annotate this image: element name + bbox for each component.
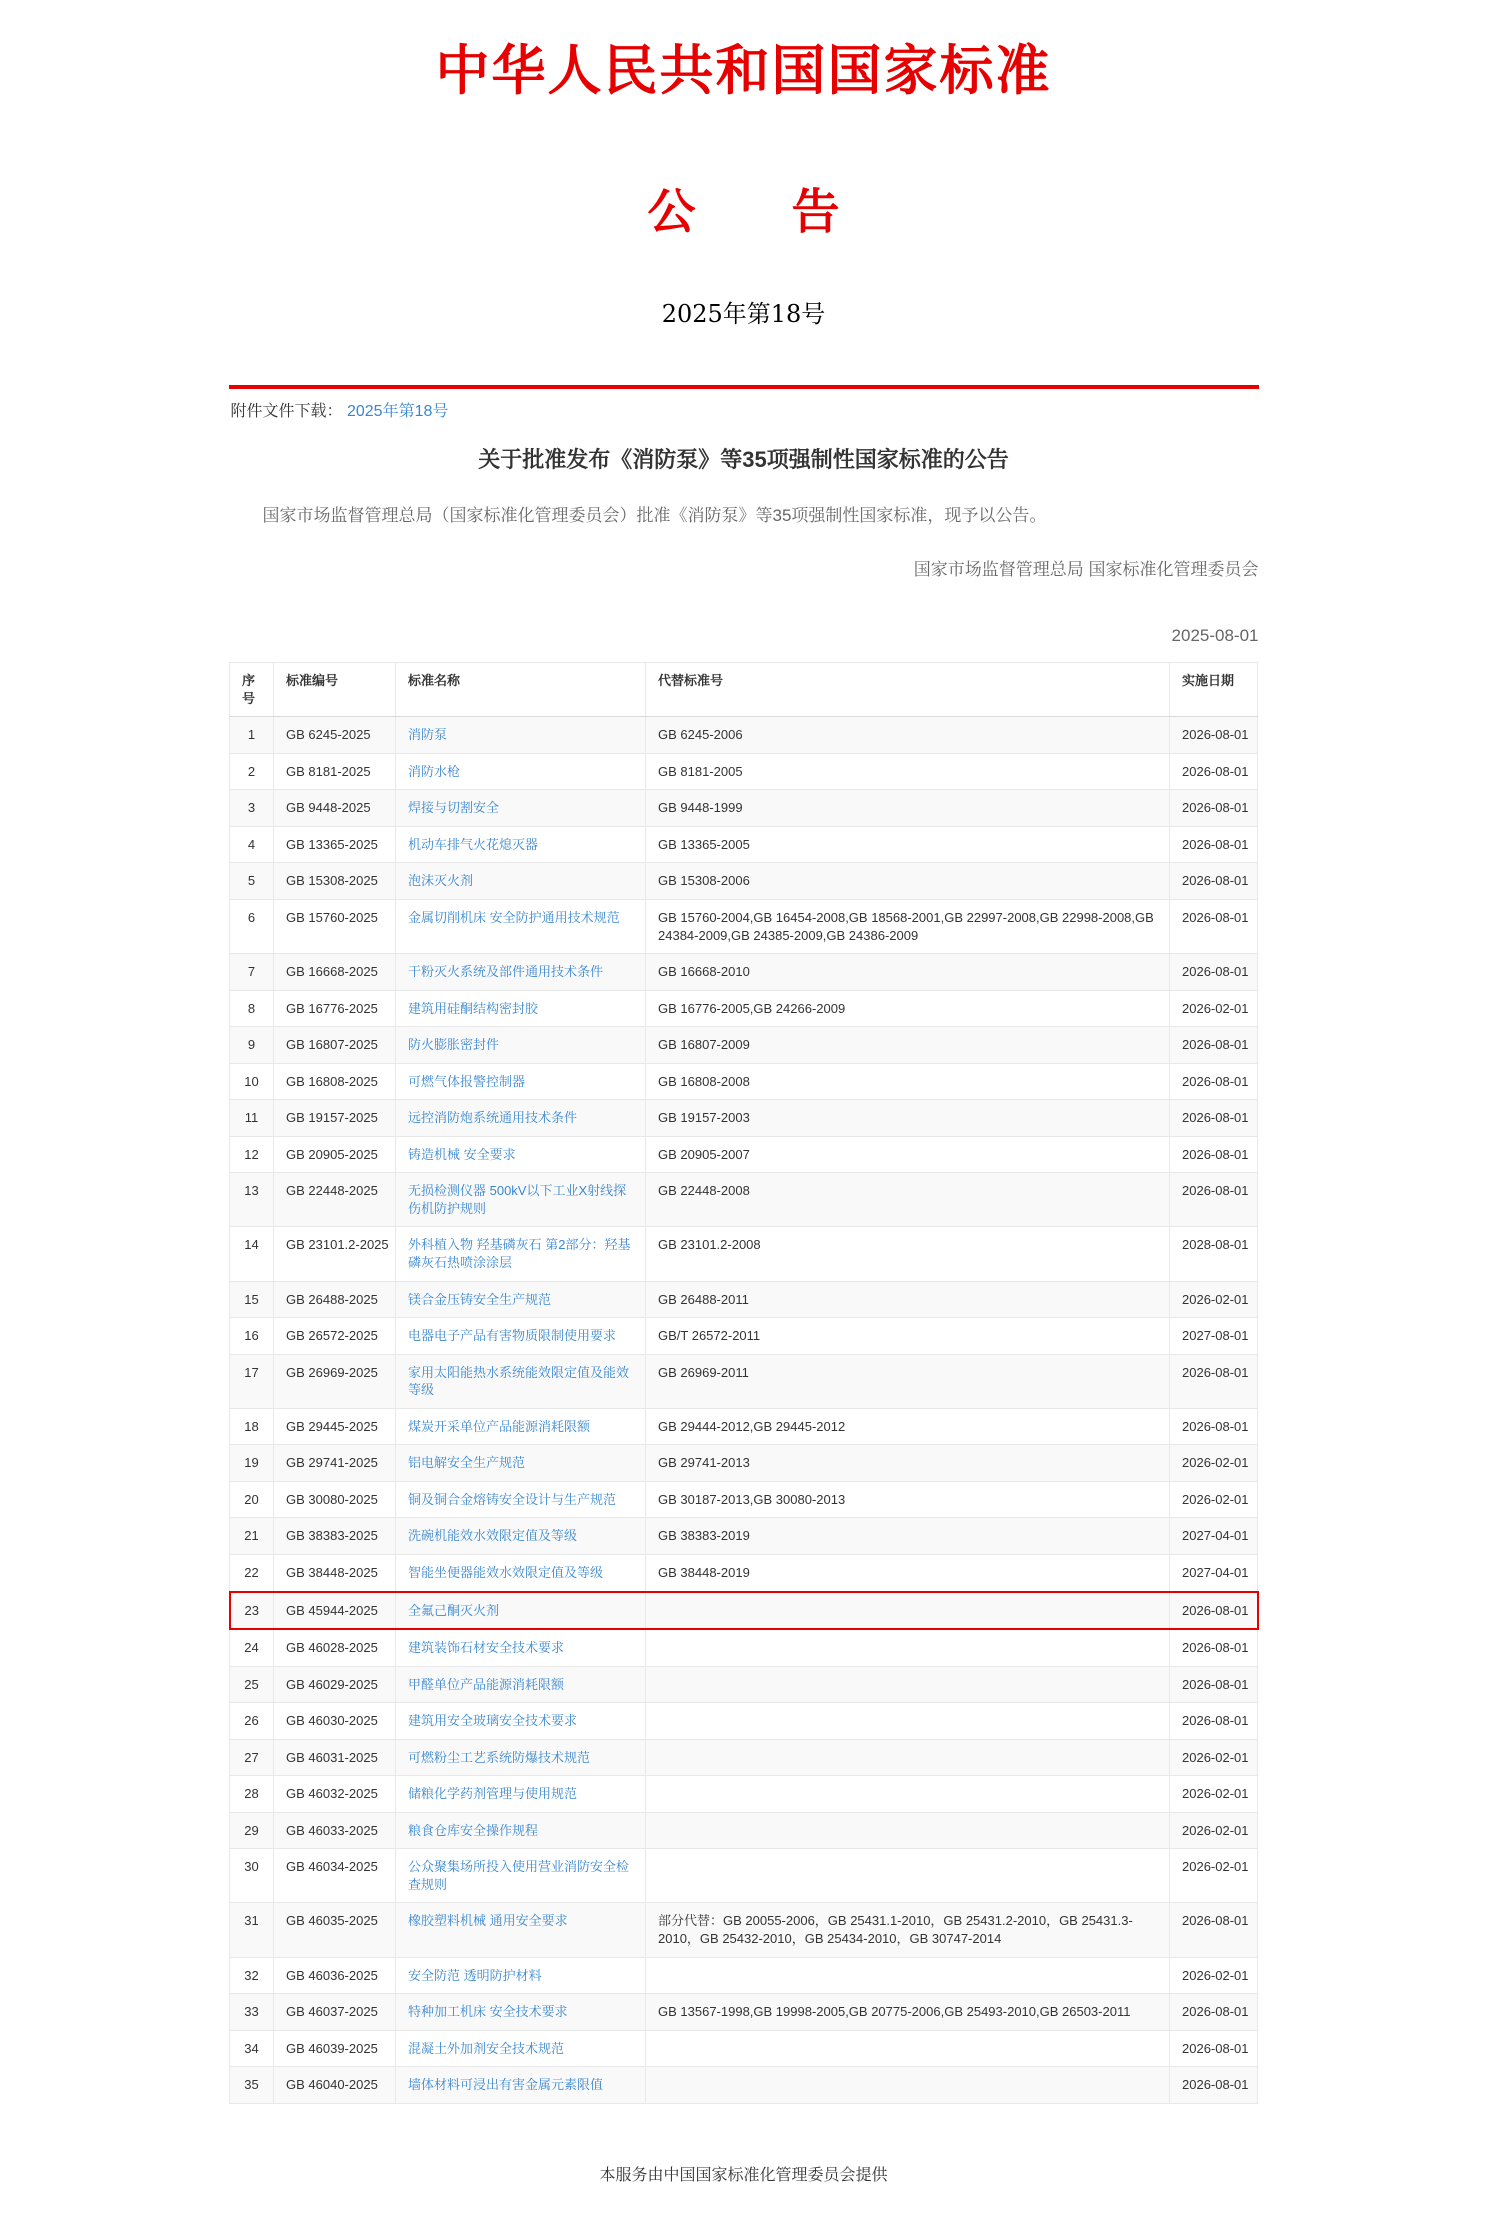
standard-name-link[interactable]: 金属切削机床 安全防护通用技术规范 xyxy=(408,910,620,926)
standard-name-link[interactable]: 安全防范 透明防护材料 xyxy=(408,1967,542,1983)
row-index-cell: 34 xyxy=(230,2030,274,2067)
standard-name-link[interactable]: 洗碗机能效水效限定值及等级 xyxy=(408,1528,578,1544)
row-index-cell: 22 xyxy=(230,1554,274,1591)
row-index-cell: 1 xyxy=(230,717,274,754)
row-index-cell: 23 xyxy=(230,1592,274,1630)
standard-name-cell xyxy=(396,826,646,863)
implementation-date-cell: 2026-08-01 xyxy=(1170,1408,1258,1445)
replaced-standards-cell xyxy=(646,1703,1170,1740)
replaced-standards-cell xyxy=(646,2067,1170,2104)
table-row xyxy=(230,2067,1258,2104)
column-header-date: 实施日期 xyxy=(1170,663,1258,717)
page-title: 中华人民共和国国家标准 xyxy=(435,38,1052,102)
replaced-standards-cell: GB 29444-2012,GB 29445-2012 xyxy=(646,1408,1170,1445)
implementation-date-cell: 2026-08-01 xyxy=(1170,863,1258,900)
table-row xyxy=(230,1592,1258,1630)
row-index-cell: 9 xyxy=(230,1027,274,1064)
standard-name-link[interactable]: 储粮化学药剂管理与使用规范 xyxy=(408,1786,578,1802)
standard-name-link[interactable]: 可燃气体报警控制器 xyxy=(408,1073,526,1089)
replaced-standards-cell: GB 20905-2007 xyxy=(646,1136,1170,1173)
implementation-date-cell: 2026-08-01 xyxy=(1170,1629,1258,1666)
standard-code-cell: GB 46033-2025 xyxy=(274,1812,396,1849)
table-row xyxy=(230,753,1258,790)
standard-name-cell xyxy=(396,1666,646,1703)
standard-name-cell xyxy=(396,1554,646,1591)
row-index-cell: 11 xyxy=(230,1100,274,1137)
row-index-cell: 8 xyxy=(230,990,274,1027)
standard-code-cell: GB 22448-2025 xyxy=(274,1173,396,1227)
row-index-cell: 16 xyxy=(230,1318,274,1355)
standard-name-link[interactable]: 远控消防炮系统通用技术条件 xyxy=(408,1110,578,1126)
implementation-date-cell: 2026-08-01 xyxy=(1170,1027,1258,1064)
standard-code-cell: GB 46034-2025 xyxy=(274,1849,396,1903)
standard-code-cell: GB 26488-2025 xyxy=(274,1281,396,1318)
replaced-standards-cell: GB 9448-1999 xyxy=(646,790,1170,827)
replaced-standards-cell: GB 23101.2-2008 xyxy=(646,1227,1170,1281)
replaced-standards-cell: GB 15308-2006 xyxy=(646,863,1170,900)
standard-name-link[interactable]: 无损检测仪器 500kV以下工业X射线探伤机防护规则 xyxy=(408,1183,627,1216)
standard-name-link[interactable]: 铝电解安全生产规范 xyxy=(408,1455,526,1471)
replaced-standards-cell xyxy=(646,2030,1170,2067)
replaced-standards-cell: GB 13567-1998,GB 19998-2005,GB 20775-2006,GB 25493-2010,GB 26503-2011 xyxy=(646,1994,1170,2031)
standard-code-cell: GB 46035-2025 xyxy=(274,1903,396,1957)
row-index-cell: 6 xyxy=(230,900,274,954)
notice-date: 2025-08-01 xyxy=(1171,626,1259,646)
row-index-cell: 3 xyxy=(230,790,274,827)
implementation-date-cell: 2026-02-01 xyxy=(1170,990,1258,1027)
replaced-standards-cell: GB 13365-2005 xyxy=(646,826,1170,863)
standard-name-cell xyxy=(396,1408,646,1445)
replaced-standards-cell: 部分代替：GB 20055-2006，GB 25431.1-2010，GB 25431.2-2010，GB 25431.3-2010，GB 25432-2010，GB 25434-2010，GB 30747-2014 xyxy=(646,1903,1170,1957)
standard-name-cell xyxy=(396,1629,646,1666)
implementation-date-cell: 2026-02-01 xyxy=(1170,1445,1258,1482)
standard-name-cell xyxy=(396,1318,646,1355)
row-index-cell: 29 xyxy=(230,1812,274,1849)
row-index-cell: 13 xyxy=(230,1173,274,1227)
replaced-standards-cell: GB 8181-2005 xyxy=(646,753,1170,790)
implementation-date-cell: 2027-08-01 xyxy=(1170,1318,1258,1355)
standard-name-cell xyxy=(396,1227,646,1281)
standard-name-link[interactable]: 建筑用硅酮结构密封胶 xyxy=(408,1000,539,1016)
row-index-cell: 20 xyxy=(230,1481,274,1518)
standard-name-cell xyxy=(396,1173,646,1227)
attachment-label: 附件文件下载： xyxy=(230,403,343,420)
replaced-standards-cell: GB 38383-2019 xyxy=(646,1518,1170,1555)
standard-name-link[interactable]: 煤炭开采单位产品能源消耗限额 xyxy=(408,1418,591,1434)
replaced-standards-cell: GB 29741-2013 xyxy=(646,1445,1170,1482)
standard-name-cell xyxy=(396,1136,646,1173)
replaced-standards-cell: GB/T 26572-2011 xyxy=(646,1318,1170,1355)
implementation-date-cell: 2026-08-01 xyxy=(1170,753,1258,790)
standard-code-cell: GB 38448-2025 xyxy=(274,1554,396,1591)
standard-code-cell: GB 15308-2025 xyxy=(274,863,396,900)
standard-code-cell: GB 26969-2025 xyxy=(274,1354,396,1408)
standard-name-link[interactable]: 橡胶塑料机械 通用安全要求 xyxy=(408,1913,568,1929)
standard-name-cell xyxy=(396,1518,646,1555)
table-row xyxy=(230,900,1258,954)
implementation-date-cell: 2026-08-01 xyxy=(1170,1063,1258,1100)
implementation-date-cell: 2026-02-01 xyxy=(1170,1812,1258,1849)
notice-heading: 关于批准发布《消防泵》等35项强制性国家标准的公告 xyxy=(478,447,1009,472)
standards-table-body xyxy=(230,717,1258,2103)
standard-name-link[interactable]: 特种加工机床 安全技术要求 xyxy=(408,2004,568,2020)
standard-name-cell xyxy=(396,1812,646,1849)
standard-code-cell: GB 6245-2025 xyxy=(274,717,396,754)
standard-code-cell: GB 46028-2025 xyxy=(274,1629,396,1666)
standard-code-cell: GB 45944-2025 xyxy=(274,1592,396,1630)
table-header-row xyxy=(230,663,1258,717)
standard-name-cell xyxy=(396,753,646,790)
implementation-date-cell: 2026-08-01 xyxy=(1170,1903,1258,1957)
standard-name-cell xyxy=(396,717,646,754)
replaced-standards-cell: GB 38448-2019 xyxy=(646,1554,1170,1591)
standard-name-cell xyxy=(396,1994,646,2031)
standard-name-link[interactable]: 焊接与切割安全 xyxy=(408,800,500,816)
table-row xyxy=(230,1957,1258,1994)
row-index-cell: 26 xyxy=(230,1703,274,1740)
column-header-replaces: 代替标准号 xyxy=(646,663,1170,717)
table-row xyxy=(230,717,1258,754)
standard-name-link[interactable]: 防火膨胀密封件 xyxy=(408,1037,500,1053)
standard-name-cell xyxy=(396,1445,646,1482)
table-row xyxy=(230,1408,1258,1445)
standard-name-cell xyxy=(396,1957,646,1994)
standard-code-cell: GB 16776-2025 xyxy=(274,990,396,1027)
column-header-code: 标准编号 xyxy=(274,663,396,717)
table-row xyxy=(230,1903,1258,1957)
table-row xyxy=(230,1281,1258,1318)
standard-name-link[interactable]: 电器电子产品有害物质限制使用要求 xyxy=(408,1328,617,1344)
row-index-cell: 25 xyxy=(230,1666,274,1703)
table-row xyxy=(230,1063,1258,1100)
table-row xyxy=(230,826,1258,863)
replaced-standards-cell xyxy=(646,1592,1170,1630)
row-index-cell: 19 xyxy=(230,1445,274,1482)
replaced-standards-cell xyxy=(646,1812,1170,1849)
row-index-cell: 2 xyxy=(230,753,274,790)
replaced-standards-cell: GB 16668-2010 xyxy=(646,954,1170,991)
implementation-date-cell: 2026-02-01 xyxy=(1170,1776,1258,1813)
implementation-date-cell: 2026-02-01 xyxy=(1170,1481,1258,1518)
table-row xyxy=(230,1812,1258,1849)
replaced-standards-cell: GB 26488-2011 xyxy=(646,1281,1170,1318)
table-row xyxy=(230,2030,1258,2067)
table-row xyxy=(230,1445,1258,1482)
replaced-standards-cell: GB 16808-2008 xyxy=(646,1063,1170,1100)
standard-code-cell: GB 46029-2025 xyxy=(274,1666,396,1703)
standard-name-link[interactable]: 混凝土外加剂安全技术规范 xyxy=(408,2040,565,2056)
replaced-standards-cell: GB 16807-2009 xyxy=(646,1027,1170,1064)
standard-code-cell: GB 15760-2025 xyxy=(274,900,396,954)
standard-code-cell: GB 29741-2025 xyxy=(274,1445,396,1482)
row-index-cell: 17 xyxy=(230,1354,274,1408)
standard-code-cell: GB 23101.2-2025 xyxy=(274,1227,396,1281)
standard-name-cell xyxy=(396,1739,646,1776)
standard-code-cell: GB 13365-2025 xyxy=(274,826,396,863)
replaced-standards-cell: GB 22448-2008 xyxy=(646,1173,1170,1227)
table-row xyxy=(230,1776,1258,1813)
standard-name-link[interactable]: 建筑用安全玻璃安全技术要求 xyxy=(408,1713,578,1729)
standard-code-cell: GB 16807-2025 xyxy=(274,1027,396,1064)
standard-name-cell xyxy=(396,1281,646,1318)
row-index-cell: 14 xyxy=(230,1227,274,1281)
row-index-cell: 4 xyxy=(230,826,274,863)
replaced-standards-cell xyxy=(646,1776,1170,1813)
replaced-standards-cell: GB 15760-2004,GB 16454-2008,GB 18568-2001,GB 22997-2008,GB 22998-2008,GB 24384-2009,GB 24385-2009,GB 24386-2009 xyxy=(646,900,1170,954)
implementation-date-cell: 2026-02-01 xyxy=(1170,1957,1258,1994)
implementation-date-cell: 2026-08-01 xyxy=(1170,1173,1258,1227)
standard-name-link[interactable]: 家用太阳能热水系统能效限定值及能效等级 xyxy=(408,1364,630,1398)
implementation-date-cell: 2026-08-01 xyxy=(1170,1666,1258,1703)
standard-code-cell: GB 46032-2025 xyxy=(274,1776,396,1813)
implementation-date-cell: 2026-08-01 xyxy=(1170,1354,1258,1408)
table-row xyxy=(230,863,1258,900)
standard-name-link[interactable]: 镁合金压铸安全生产规范 xyxy=(408,1291,552,1307)
table-row xyxy=(230,1518,1258,1555)
table-row xyxy=(230,1136,1258,1173)
table-row xyxy=(230,1027,1258,1064)
implementation-date-cell: 2026-08-01 xyxy=(1170,1703,1258,1740)
page-subtitle: 公 告 xyxy=(647,184,840,240)
attachment-download-link[interactable]: 2025年第18号 xyxy=(346,403,449,420)
implementation-date-cell: 2026-08-01 xyxy=(1170,2067,1258,2104)
standard-name-link[interactable]: 粮食仓库安全操作规程 xyxy=(408,1822,539,1838)
standard-code-cell: GB 16808-2025 xyxy=(274,1063,396,1100)
standard-name-link[interactable]: 干粉灭火系统及部件通用技术条件 xyxy=(408,964,604,980)
standard-name-link[interactable]: 泡沫灭火剂 xyxy=(408,873,474,889)
standard-name-cell xyxy=(396,1481,646,1518)
issue-number: 2025年第18号 xyxy=(661,300,826,328)
standard-name-link[interactable]: 公众聚集场所投入使用营业消防安全检查规则 xyxy=(408,1859,630,1892)
table-row xyxy=(230,990,1258,1027)
replaced-standards-cell: GB 6245-2006 xyxy=(646,717,1170,754)
implementation-date-cell: 2026-08-01 xyxy=(1170,790,1258,827)
standard-code-cell: GB 8181-2025 xyxy=(274,753,396,790)
replaced-standards-cell xyxy=(646,1849,1170,1903)
replaced-standards-cell xyxy=(646,1666,1170,1703)
standard-code-cell: GB 46039-2025 xyxy=(274,2030,396,2067)
standard-name-cell xyxy=(396,1849,646,1903)
row-index-cell: 32 xyxy=(230,1957,274,1994)
standard-name-link[interactable]: 甲醛单位产品能源消耗限额 xyxy=(408,1676,565,1692)
standard-name-link[interactable]: 外科植入物 羟基磷灰石 第2部分：羟基磷灰石热喷涂涂层 xyxy=(408,1237,631,1271)
standards-table xyxy=(229,662,1259,2104)
footer-service-note: 本服务由中国国家标准化管理委员会提供 xyxy=(599,2166,888,2184)
implementation-date-cell: 2026-08-01 xyxy=(1170,1136,1258,1173)
standard-name-cell xyxy=(396,990,646,1027)
standard-name-link[interactable]: 可燃粉尘工艺系统防爆技术规范 xyxy=(408,1749,591,1765)
implementation-date-cell: 2026-08-01 xyxy=(1170,954,1258,991)
standard-code-cell: GB 46040-2025 xyxy=(274,2067,396,2104)
standard-name-cell xyxy=(396,1592,646,1630)
implementation-date-cell: 2027-04-01 xyxy=(1170,1518,1258,1555)
implementation-date-cell: 2028-08-01 xyxy=(1170,1227,1258,1281)
implementation-date-cell: 2026-08-01 xyxy=(1170,900,1258,954)
table-row xyxy=(230,1173,1258,1227)
standard-name-link[interactable]: 铸造机械 安全要求 xyxy=(408,1146,516,1162)
standard-name-link[interactable]: 铜及铜合金熔铸安全设计与生产规范 xyxy=(408,1491,617,1507)
standard-code-cell: GB 19157-2025 xyxy=(274,1100,396,1137)
row-index-cell: 35 xyxy=(230,2067,274,2104)
table-row xyxy=(230,1666,1258,1703)
implementation-date-cell: 2026-08-01 xyxy=(1170,826,1258,863)
standard-name-cell xyxy=(396,1703,646,1740)
standard-name-cell xyxy=(396,863,646,900)
standard-code-cell: GB 46030-2025 xyxy=(274,1703,396,1740)
standard-name-cell xyxy=(396,1027,646,1064)
standard-name-cell xyxy=(396,1776,646,1813)
standard-name-cell xyxy=(396,2067,646,2104)
table-row xyxy=(230,1994,1258,2031)
standard-name-cell xyxy=(396,1063,646,1100)
replaced-standards-cell xyxy=(646,1957,1170,1994)
replaced-standards-cell: GB 30187-2013,GB 30080-2013 xyxy=(646,1481,1170,1518)
table-row xyxy=(230,1481,1258,1518)
replaced-standards-cell: GB 26969-2011 xyxy=(646,1354,1170,1408)
replaced-standards-cell: GB 19157-2003 xyxy=(646,1100,1170,1137)
standard-code-cell: GB 46031-2025 xyxy=(274,1739,396,1776)
column-header-no: 序号 xyxy=(230,663,274,717)
implementation-date-cell: 2026-08-01 xyxy=(1170,2030,1258,2067)
row-index-cell: 5 xyxy=(230,863,274,900)
replaced-standards-cell xyxy=(646,1629,1170,1666)
table-row xyxy=(230,1703,1258,1740)
standard-code-cell: GB 9448-2025 xyxy=(274,790,396,827)
standard-name-link[interactable]: 墙体材料可浸出有害金属元素限值 xyxy=(408,2077,604,2093)
standard-name-cell xyxy=(396,1100,646,1137)
row-index-cell: 31 xyxy=(230,1903,274,1957)
table-row xyxy=(230,1849,1258,1903)
table-row xyxy=(230,1629,1258,1666)
standard-name-cell xyxy=(396,1903,646,1957)
row-index-cell: 24 xyxy=(230,1629,274,1666)
page-content xyxy=(229,0,1259,2219)
standard-name-link[interactable]: 建筑装饰石材安全技术要求 xyxy=(408,1640,565,1656)
row-index-cell: 7 xyxy=(230,954,274,991)
standard-name-cell xyxy=(396,2030,646,2067)
table-row xyxy=(230,1100,1258,1137)
table-row xyxy=(230,1554,1258,1591)
row-index-cell: 18 xyxy=(230,1408,274,1445)
column-header-name: 标准名称 xyxy=(396,663,646,717)
notice-body: 国家市场监督管理总局（国家标准化管理委员会）批准《消防泵》等35项强制性国家标准，现予以公告。 xyxy=(262,506,1047,525)
row-index-cell: 28 xyxy=(230,1776,274,1813)
standard-code-cell: GB 26572-2025 xyxy=(274,1318,396,1355)
standard-name-cell xyxy=(396,790,646,827)
standard-code-cell: GB 20905-2025 xyxy=(274,1136,396,1173)
standard-name-link[interactable]: 消防泵 xyxy=(408,727,448,743)
implementation-date-cell: 2027-04-01 xyxy=(1170,1554,1258,1591)
replaced-standards-cell: GB 16776-2005,GB 24266-2009 xyxy=(646,990,1170,1027)
row-index-cell: 15 xyxy=(230,1281,274,1318)
standard-name-link[interactable]: 全氟己酮灭火剂 xyxy=(408,1602,500,1618)
implementation-date-cell: 2026-08-01 xyxy=(1170,717,1258,754)
standard-name-link[interactable]: 消防水枪 xyxy=(408,763,461,779)
standard-code-cell: GB 16668-2025 xyxy=(274,954,396,991)
implementation-date-cell: 2026-02-01 xyxy=(1170,1849,1258,1903)
implementation-date-cell: 2026-08-01 xyxy=(1170,1100,1258,1137)
replaced-standards-cell xyxy=(646,1739,1170,1776)
attachment-download-row xyxy=(229,389,1259,421)
standard-name-link[interactable]: 智能坐便器能效水效限定值及等级 xyxy=(408,1564,604,1580)
implementation-date-cell: 2026-08-01 xyxy=(1170,1994,1258,2031)
table-row xyxy=(230,1354,1258,1408)
row-index-cell: 10 xyxy=(230,1063,274,1100)
table-row xyxy=(230,954,1258,991)
standard-code-cell: GB 30080-2025 xyxy=(274,1481,396,1518)
row-index-cell: 30 xyxy=(230,1849,274,1903)
standard-name-cell xyxy=(396,1354,646,1408)
standard-code-cell: GB 46036-2025 xyxy=(274,1957,396,1994)
standard-code-cell: GB 38383-2025 xyxy=(274,1518,396,1555)
row-index-cell: 33 xyxy=(230,1994,274,2031)
row-index-cell: 12 xyxy=(230,1136,274,1173)
notice-issuer: 国家市场监督管理总局 国家标准化管理委员会 xyxy=(913,560,1259,580)
standard-name-cell xyxy=(396,954,646,991)
standard-name-cell xyxy=(396,900,646,954)
row-index-cell: 27 xyxy=(230,1739,274,1776)
table-row xyxy=(230,1318,1258,1355)
table-row xyxy=(230,1227,1258,1281)
implementation-date-cell: 2026-08-01 xyxy=(1170,1592,1258,1630)
row-index-cell: 21 xyxy=(230,1518,274,1555)
standard-code-cell: GB 46037-2025 xyxy=(274,1994,396,2031)
standard-name-link[interactable]: 机动车排气火花熄灭器 xyxy=(408,836,539,852)
implementation-date-cell: 2026-02-01 xyxy=(1170,1281,1258,1318)
table-row xyxy=(230,1739,1258,1776)
table-row xyxy=(230,790,1258,827)
standard-code-cell: GB 29445-2025 xyxy=(274,1408,396,1445)
implementation-date-cell: 2026-02-01 xyxy=(1170,1739,1258,1776)
